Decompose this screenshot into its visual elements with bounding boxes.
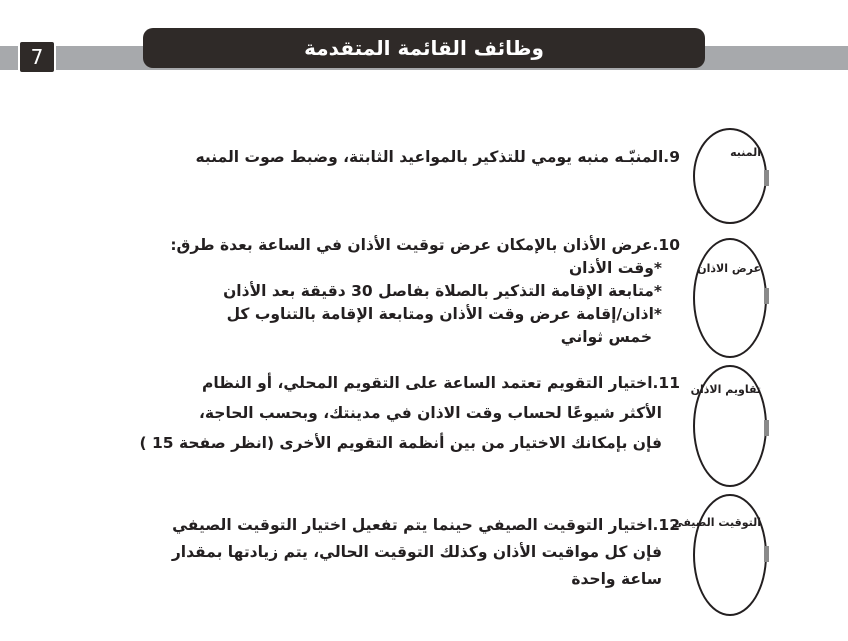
- item-text: 10.عرض الأذان بالإمكان عرض توقيت الأذان في الساعة بعدة طرق:: [170, 236, 680, 254]
- item-text: فإن بإمكانك الاختيار من بين أنظمة التقويم الأخرى (انظر صفحة 15 ): [139, 434, 662, 452]
- list-item: [140, 368, 680, 458]
- icon-label: التوقيت الصيفي: [672, 516, 761, 529]
- item-text: الأكثر شيوعًا لحساب وقت الاذان في مدينتك، وبحسب الحاجة،: [199, 404, 662, 422]
- item-text: *وقت الأذان: [568, 259, 662, 277]
- watch-icon-dst: [672, 494, 767, 616]
- item-text: *اذان/إقامة عرض وقت الأذان ومتابعة الإقامة بالتناوب كل: [226, 305, 662, 323]
- item-text: فإن كل مواقيت الأذان وكذلك التوقيت الحالي، يتم زيادتها بمقدار: [171, 543, 662, 561]
- watch-button: [764, 420, 769, 436]
- item-text: 12.اختيار التوقيت الصيفي حينما يتم تفعيل اختيار التوقيت الصيفي: [172, 516, 680, 534]
- watch-button: [764, 546, 769, 562]
- watch-button: [764, 288, 769, 304]
- page-number: 7: [18, 40, 56, 74]
- watch-icon-calendars: [690, 365, 767, 487]
- item-text: 11.اختيار التقويم تعتمد الساعة على التقويم المحلي، أو النظام: [202, 374, 680, 392]
- watch-icon-azan-display: [693, 238, 767, 358]
- list-item: [172, 512, 680, 593]
- page-title: وظائف القائمة المتقدمة: [143, 28, 705, 68]
- list-item: [170, 234, 680, 349]
- list-item: [196, 146, 680, 169]
- watch-button: [764, 170, 769, 186]
- watch-icon-alarm: [693, 128, 767, 224]
- icon-label: المنبه: [730, 146, 761, 159]
- item-text: ساعة واحدة: [571, 570, 662, 588]
- item-text: خمس ثواني: [560, 328, 652, 346]
- icon-label: تقاويم الاذان: [690, 383, 761, 396]
- item-text: *متابعة الإقامة التذكير بالصلاة بفاصل 30 دقيقة بعد الأذان: [223, 282, 662, 300]
- item-text: 9.المنبّـه منبه يومي للتذكير بالمواعيد الثابتة، وضبط صوت المنبه: [195, 148, 680, 166]
- icon-label: عرض الاذان: [697, 262, 761, 275]
